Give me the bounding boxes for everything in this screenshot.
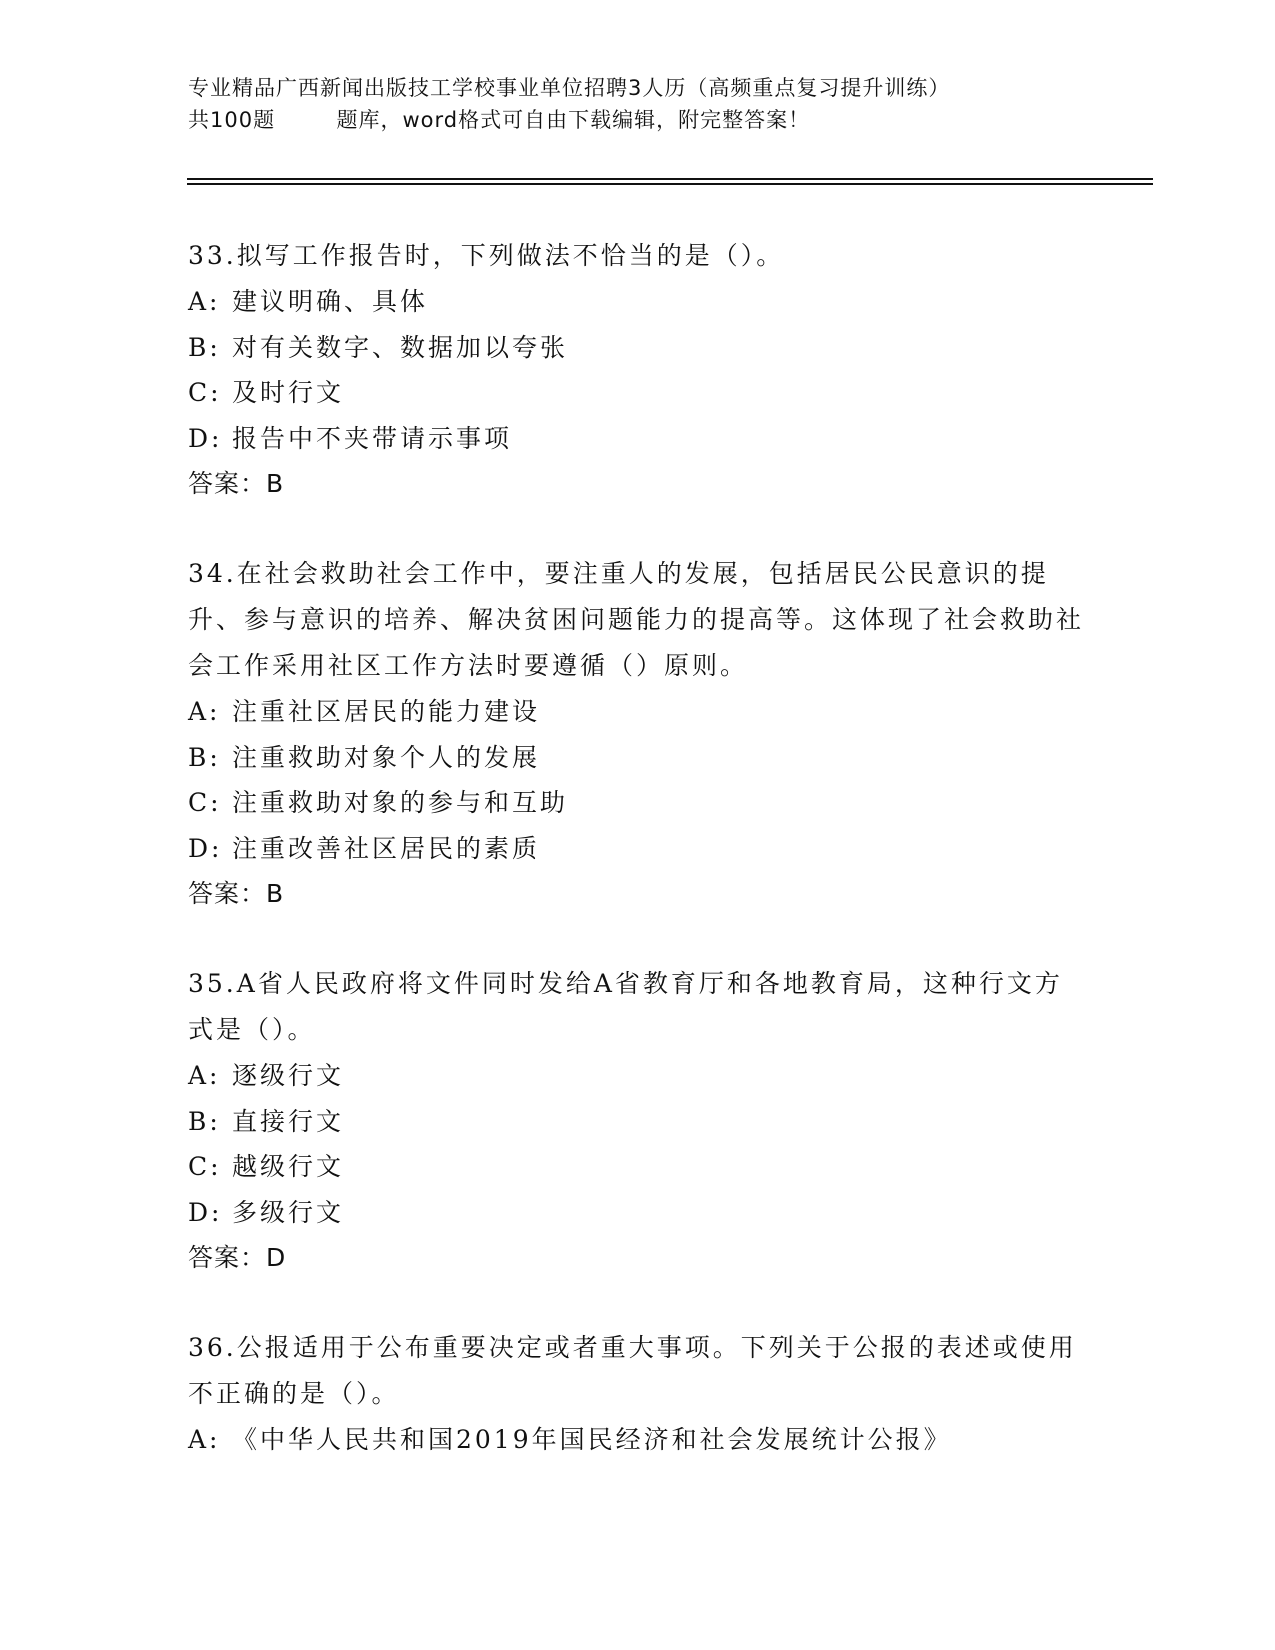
option-a: [188, 1417, 1088, 1463]
header-divider-bottom: [187, 183, 1153, 185]
option-a: [188, 689, 1088, 735]
option-key: B:: [188, 332, 221, 362]
option-key: D:: [188, 423, 223, 453]
option-d: [188, 416, 1088, 462]
option-c: [188, 370, 1088, 416]
option-text: 及时行文: [232, 378, 345, 407]
question-text: 33.拟写工作报告时，下列做法不恰当的是（）。: [188, 241, 785, 270]
option-text: 多级行文: [232, 1197, 345, 1227]
option-text: 建议明确、具体: [232, 287, 429, 316]
option-text: 注重改善社区居民的素质: [232, 833, 541, 863]
document-header: [188, 72, 1088, 136]
option-key: C:: [188, 788, 222, 817]
option-b: [188, 735, 1088, 781]
question-text: 35.A省人民政府将文件同时发给A省教育厅和各地教育局，这种行文方式是（）。: [188, 969, 1063, 1044]
answer: 答案：B: [188, 469, 285, 498]
option-text: 直接行文: [232, 1106, 345, 1136]
option-key: A:: [188, 697, 221, 726]
option-d: [188, 1190, 1088, 1236]
option-key: A:: [188, 287, 221, 316]
option-text: 报告中不夹带请示事项: [232, 423, 513, 453]
option-text: 《中华人民共和国2019年国民经济和社会发展统计公报》: [232, 1425, 952, 1454]
header-subtitle: 共100题 题库，word格式可自由下载编辑，附完整答案！: [188, 108, 811, 132]
option-b: [188, 325, 1088, 371]
option-text: 对有关数字、数据加以夸张: [232, 332, 569, 362]
option-text: 注重救助对象个人的发展: [232, 742, 541, 772]
header-divider-top: [187, 178, 1153, 180]
question-text: 36.公报适用于公布重要决定或者重大事项。下列关于公报的表述或使用不正确的是（）。: [188, 1333, 1077, 1408]
option-key: C:: [188, 1152, 222, 1181]
option-key: A:: [188, 1061, 221, 1090]
question-36: [188, 1325, 1088, 1463]
option-c: [188, 780, 1088, 826]
option-c: [188, 1144, 1088, 1190]
option-b: [188, 1099, 1088, 1145]
option-text: 越级行文: [232, 1152, 345, 1181]
option-text: 注重救助对象的参与和互助: [232, 788, 569, 817]
question-33: [188, 233, 1088, 507]
question-35: [188, 961, 1088, 1281]
option-a: [188, 1053, 1088, 1099]
question-text: 34.在社会救助社会工作中，要注重人的发展，包括居民公民意识的提升、参与意识的培养、解决贫困问题能力的提高等。这体现了社会救助社会工作采用社区工作方法时要遵循（）原则。: [188, 559, 1085, 680]
answer: 答案：B: [188, 879, 285, 908]
option-d: [188, 826, 1088, 872]
option-key: D:: [188, 833, 223, 863]
answer: 答案：D: [188, 1243, 287, 1272]
question-list: [188, 233, 1088, 1507]
option-key: A:: [188, 1425, 221, 1454]
option-text: 注重社区居民的能力建设: [232, 697, 541, 726]
option-a: [188, 279, 1088, 325]
option-key: B:: [188, 742, 221, 772]
option-key: B:: [188, 1106, 221, 1136]
option-key: D:: [188, 1197, 223, 1227]
header-title: 专业精品广西新闻出版技工学校事业单位招聘3人历（高频重点复习提升训练）: [188, 76, 951, 100]
option-key: C:: [188, 378, 222, 407]
option-text: 逐级行文: [232, 1061, 345, 1090]
question-34: [188, 551, 1088, 917]
